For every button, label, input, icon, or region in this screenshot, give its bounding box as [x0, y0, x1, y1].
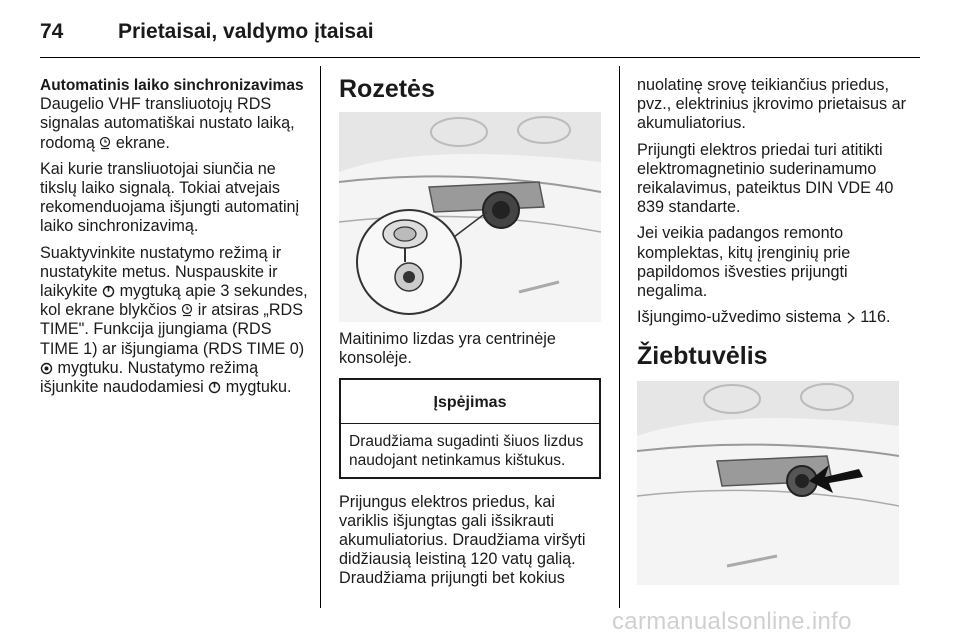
- paragraph: Jei veikia padangos remonto komplektas, kitų įrenginių prie papildomos išvesties prijungti negalima.: [637, 224, 851, 301]
- arrow-right-icon: [846, 312, 856, 324]
- paragraph: Prijungus elektros priedus, kai variklis išjungtas gali išsikrauti akumuliatorius. Draudžiama viršyti didžiausią leistiną 120 vatų galią. Draudžiama prijungti bet kokius: [339, 492, 586, 588]
- warning-text: Draudžiama sugadinti šiuos lizdus naudojant netinkamus kištukus.: [349, 432, 584, 469]
- section-heading-time-sync: Automatinis laiko sinchronizavimas: [40, 77, 304, 94]
- text: mygtuku. Nustatymo režimą išjunkite naudodamiesi: [40, 358, 259, 397]
- watermark: carmanualsonline.info: [612, 608, 852, 635]
- paragraph: [40, 244, 310, 398]
- text: Daugelio VHF transliuotojų RDS signalas automatiškai nustato laiką, rodomą: [40, 95, 295, 152]
- text: mygtuką apie 3 sekundes, kol ekrane blykčios: [40, 282, 308, 320]
- cigarette-lighter-illustration: [637, 381, 899, 585]
- power-knob-icon: [102, 285, 115, 298]
- paragraph: [40, 95, 310, 153]
- column-3: [637, 66, 907, 585]
- text: ir atsiras „RDS TIME". Funkcija įjungiama (RDS TIME 1) ar išjungiama (RDS TIME 0): [40, 301, 305, 358]
- column-divider-1: [320, 66, 321, 608]
- section-heading-sockets: Rozetės: [339, 75, 435, 103]
- text: Suaktyvinkite nustatymo režimą ir nustatykite metus. Nuspauskite ir laikykite: [40, 243, 282, 301]
- paragraph: Prijungti elektros priedai turi atitikti elektromagnetinio suderinamumo reikalavimus, pateiktus DIN VDE 40 839 standarte.: [637, 140, 894, 217]
- paragraph: [637, 308, 907, 327]
- paragraph: nuolatinę srovę teikiančius priedus, pvz., elektrinius įkrovimo prietaisus ar akumuliatorius.: [637, 76, 906, 133]
- warning-box: [339, 378, 601, 478]
- warning-title: Įspėjimas: [341, 380, 599, 423]
- section-heading-lighter: Žiebtuvėlis: [637, 342, 768, 371]
- text: mygtuku.: [225, 378, 292, 397]
- column-divider-2: [619, 66, 620, 608]
- page-title: Prietaisai, valdymo įtaisai: [118, 20, 374, 43]
- power-socket-illustration: [339, 112, 601, 322]
- clock-icon: [99, 136, 111, 150]
- text: ekrane.: [115, 133, 170, 152]
- page-reference: 116.: [860, 308, 891, 327]
- settings-knob-icon: [40, 362, 53, 375]
- page-header: [40, 14, 920, 48]
- text: Išjungimo-užvedimo sistema: [637, 308, 842, 327]
- page-number: 74: [40, 20, 64, 43]
- column-1: [40, 66, 310, 404]
- column-2: [339, 66, 604, 596]
- clock-icon: [181, 303, 193, 317]
- power-knob-icon: [208, 381, 221, 394]
- header-divider: [40, 57, 920, 58]
- paragraph: Kai kurie transliuotojai siunčia ne tikslų laiko signalą. Tokiai atvejais rekomenduojama išjungti automatinį laiko sinchronizavimą.: [40, 159, 300, 236]
- figure-caption: Maitinimo lizdas yra centrinėje konsolėje.: [339, 330, 556, 368]
